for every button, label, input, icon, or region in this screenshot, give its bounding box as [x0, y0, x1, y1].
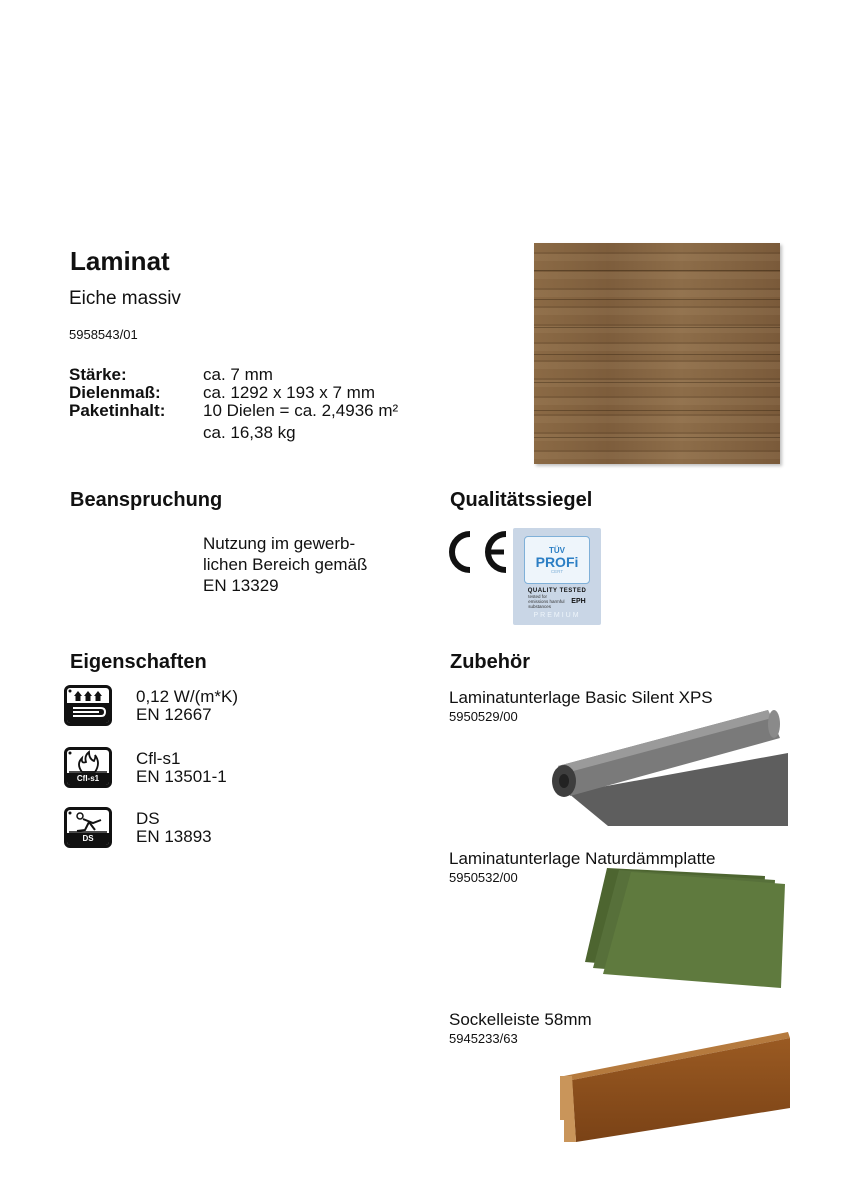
slip-class-badge: DS [67, 833, 109, 845]
section-heading-qualitaetssiegel: Qualitätssiegel [450, 489, 593, 511]
spec-row [69, 384, 398, 402]
accessory-name: Sockelleiste 58mm [449, 1010, 592, 1029]
fire-class-badge: Cfl-s1 [67, 773, 109, 785]
section-heading-beanspruchung: Beanspruchung [70, 489, 223, 511]
property-norm: EN 13501-1 [136, 767, 227, 786]
beanspruchung-text [203, 533, 367, 596]
property-thermal [136, 688, 238, 724]
spec-label [69, 424, 203, 442]
property-value: DS [136, 809, 160, 828]
ce-mark-icon [444, 530, 510, 574]
spec-value: ca. 7 mm [203, 365, 273, 384]
product-subtitle: Eiche massiv [69, 288, 181, 309]
property-value: 0,12 W/(m*K) [136, 687, 239, 706]
property-value: Cfl-s1 [136, 749, 181, 768]
tuv-profi-cert-seal [513, 528, 601, 625]
product-title: Laminat [70, 246, 170, 276]
spec-value: ca. 16,38 kg [203, 423, 296, 442]
property-fire [136, 750, 227, 786]
spec-value: 10 Dielen = ca. 2,4936 m² [203, 401, 399, 420]
slip-resistance-icon [64, 807, 112, 848]
accessory-sku: 5950532/00 [449, 870, 518, 885]
spec-table [69, 366, 398, 442]
eph-logo: EPH [571, 598, 586, 605]
fire-class-icon [64, 747, 112, 788]
accessory-name: Laminatunterlage Naturdämmplatte [449, 849, 716, 868]
tested-text: tested for emissions harmful substances [528, 594, 565, 609]
beanspruchung-line: lichen Bereich gemäß [203, 555, 368, 574]
section-heading-eigenschaften: Eigenschaften [70, 651, 207, 673]
property-slip [136, 810, 212, 846]
accessory-name: Laminatunterlage Basic Silent XPS [449, 688, 713, 707]
premium-text: PREMIUM [533, 612, 581, 619]
underfloor-heating-icon [64, 685, 112, 726]
spec-label: Dielenmaß: [69, 383, 161, 402]
spec-row [69, 366, 398, 384]
beanspruchung-line: EN 13329 [203, 576, 279, 595]
accessory-sku: 5945233/63 [449, 1031, 518, 1046]
tuv-text: TÜV [549, 545, 565, 555]
product-sku: 5958543/01 [69, 327, 138, 342]
accessory-sku: 5950529/00 [449, 709, 518, 724]
spec-row [69, 424, 398, 442]
accessory-image-underlay-roll [548, 708, 788, 826]
property-norm: EN 13893 [136, 827, 212, 846]
tuv-logo [524, 536, 590, 584]
accessory-image-skirting-board [558, 1030, 790, 1145]
cert-text: CERT [550, 568, 564, 574]
accessory-image-green-boards [585, 866, 790, 988]
property-norm: EN 12667 [136, 705, 212, 724]
spec-label: Paketinhalt: [69, 401, 166, 420]
product-image-oak-laminate [534, 243, 780, 464]
section-heading-zubehoer: Zubehör [450, 651, 530, 673]
spec-label: Stärke: [69, 365, 127, 384]
spec-value: ca. 1292 x 193 x 7 mm [203, 383, 375, 402]
spec-row [69, 402, 398, 420]
beanspruchung-line: Nutzung im gewerb- [203, 534, 356, 553]
profi-text: PROFi [535, 553, 579, 570]
quality-tested-text: QUALITY TESTED [527, 588, 587, 594]
